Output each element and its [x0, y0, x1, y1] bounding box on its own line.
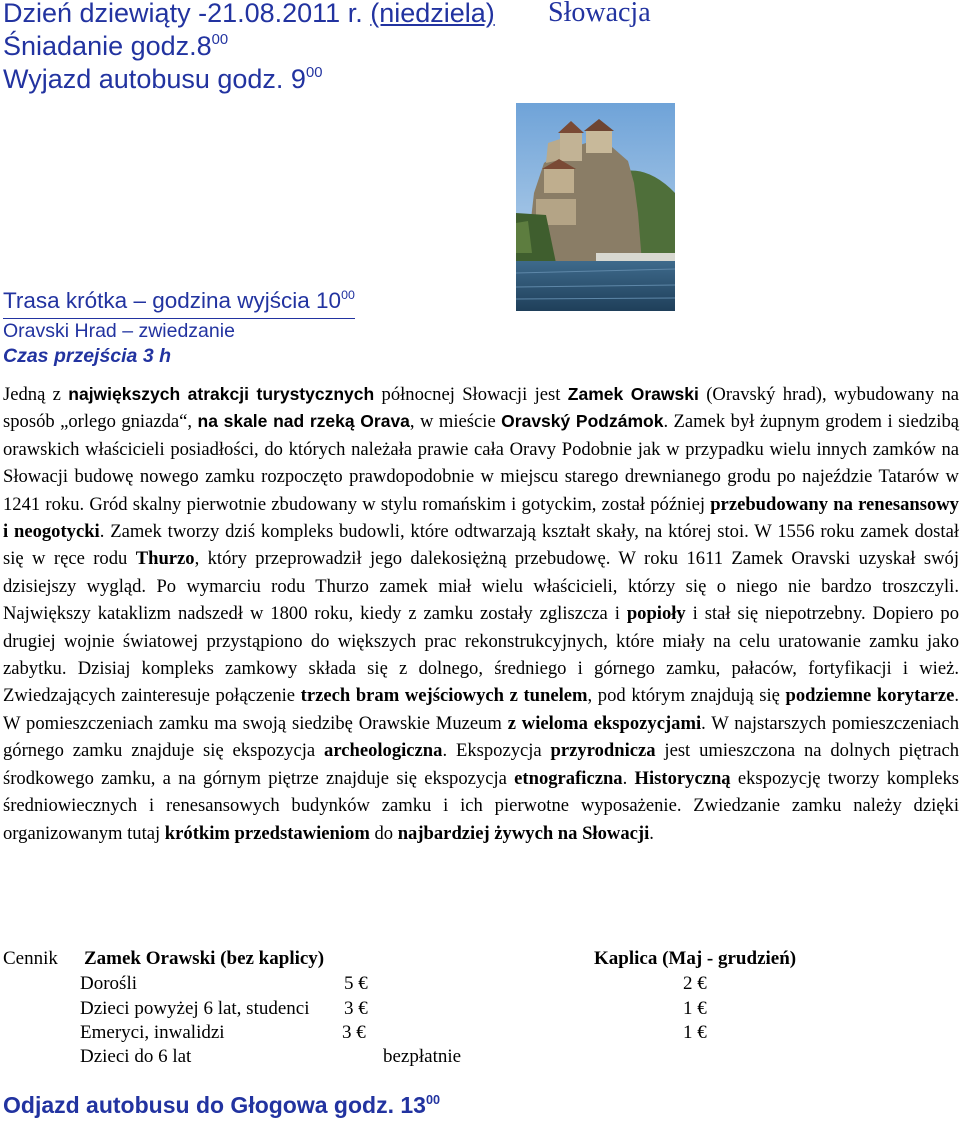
price-row-name: Dzieci powyżej 6 lat, studenci: [80, 998, 310, 1019]
day-title: Dzień dziewiąty -21.08.2011 r.: [3, 0, 363, 28]
day-title-line: [3, 0, 495, 28]
price-row-chapel: 1 €: [683, 1022, 707, 1043]
day-weekday: (niedziela): [370, 0, 495, 28]
country-name: Słowacja: [548, 0, 651, 28]
price-row-chapel: 1 €: [683, 998, 707, 1019]
price-row-castle: 5 €: [344, 973, 368, 994]
castle-price-header: Zamek Orawski (bez kaplicy): [84, 948, 325, 969]
price-row-castle: 3 €: [344, 998, 368, 1019]
price-row-free: bezpłatnie: [383, 1046, 462, 1067]
return-departure: Odjazd autobusu do Głogowa godz. $13^{00}$: [3, 1092, 441, 1118]
route-title: Trasa krótka – godzina wyjścia $10^{00}$: [3, 287, 355, 319]
price-row-castle: 3 €: [342, 1022, 366, 1043]
departure-time: Wyjazd autobusu godz. $9^{00}$: [3, 64, 323, 94]
orava-castle-photo: [516, 103, 675, 311]
price-row-chapel: 2 €: [683, 973, 707, 994]
price-list-label: Cennik: [3, 948, 58, 969]
price-row-name: Dorośli: [80, 973, 137, 994]
chapel-price-header: Kaplica (Maj - grudzień): [594, 948, 797, 969]
walk-time: Czas przejścia 3 h: [3, 345, 171, 367]
route-subtitle: Oravski Hrad – zwiedzanie: [3, 320, 235, 342]
castle-description: Jedną z największych atrakcji turystycznych północnej Słowacji jest Zamek Orawski (Oravský hrad), wybudowany na sposób „orlego gniazda“, na skale nad rzeką Orava, w mieście Oravský Podzámok. Zamek był żupnym grodem i siedzibą orawskich właścicieli posiadłości, do których należała prawie cała Oravy Podobnie jak w przypadku wielu innych zamków na Słowacji budowę nowego zamku rozpoczęto prawdopodobnie w miejscu starego drewnianego grodu po najeździe Tatarów w 1241 roku. Gród skalny pierwotnie zbudowany w stylu romańskim i gotyckim, został później przebudowany na renesansowy i neogotycki. Zamek tworzy dziś kompleks budowli, które odtwarzają kształt skały, na której stoi. W 1556 roku zamek dostał się w ręce rodu Thurzo, który przeprowadził jego dalekosiężną przebudowę. W roku 1611 Zamek Oravski uzyskał swój dzisiejszy wygląd. Po wymarciu rodu Thurzo zamek miał wielu właścicieli, którzy się o niego nie bardzo troszczyli. Największy kataklizm nadszedł w 1800 roku, kiedy z zamku zostały zgliszcza i popioły i stał się niepotrzebny. Dopiero po drugiej wojnie światowej przystąpiono do większych prac rekonstrukcyjnych, które miały na celu uratowanie zamku jako zabytku. Dzisiaj kompleks zamkowy składa się z dolnego, średniego i górnego zamku, pałaców, fortyfikacji i wież. Zwiedzających zainteresuje połączenie trzech bram wejściowych z tunelem, pod którym znajdują się podziemne korytarze. W pomieszczeniach zamku ma swoją siedzibę Orawskie Muzeum z wieloma ekspozycjami. W najstarszych pomieszczeniach górnego zamku znajduje się ekspozycja archeologiczna. Ekspozycja przyrodnicza jest umieszczona na dolnych piętrach środkowego zamku, a na górnym piętrze znajduje się ekspozycja etnograficzna. Historyczną ekspozycję tworzy kompleks średniowiecznych i renesansowych budynków zamku i ich pierwotne wyposażenie. Zwiedzanie zamku należy dzięki organizowanym tutaj krótkim przedstawieniom do najbardziej żywych na Słowacji.: [3, 384, 960, 844]
price-row-name: Dzieci do 6 lat: [80, 1046, 192, 1067]
price-row-name: Emeryci, inwalidzi: [80, 1022, 225, 1043]
breakfast-time: Śniadanie $godz.8^{00}$: [3, 31, 229, 61]
